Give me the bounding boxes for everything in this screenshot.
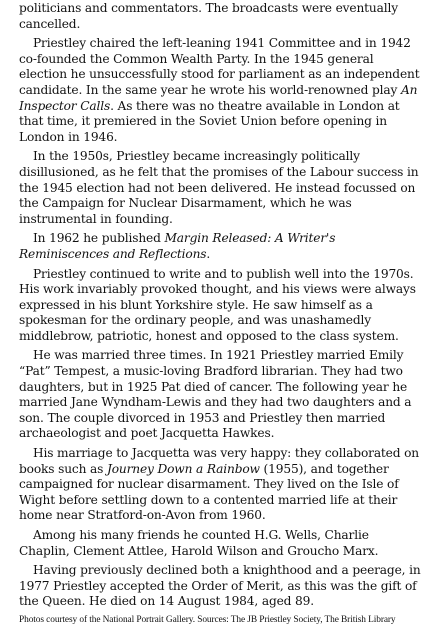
photo-sources-caption: Photos courtesy of the National Portrait Gallery. Sources: The JB Priestley Society, The British Library	[19, 614, 396, 625]
paragraph-yorkshire-style: Priestley continued to write and to publish well into the 1970s. His work invariably provoked thought, and his views were always expressed in his blunt Yorkshire style. He saw himself as a spokesman for the ordinary people, and was unashamedly middlebrow, patriotic, honest and opposed to the class system.	[19, 266, 416, 343]
paragraph-broadcasts-cancelled: politicians and commentators. The broadcasts were eventually cancelled.	[19, 1, 398, 31]
paragraph-jacquetta: His marriage to Jacquetta was very happy: they collaborated on books such as Journey Down a Rainbow (1955), and together campaigned for nuclear disarmament. They lived on the Isle of Wight before settling down to a contented married life at their home near Stratford-on-Avon from 1960.	[19, 446, 420, 523]
paragraph-margin-released: In 1962 he published Margin Released: A Writer's Reminiscences and Reflections.	[19, 231, 336, 261]
document-page	[0, 1, 429, 625]
paragraph-order-of-merit: Having previously declined both a knighthood and a peerage, in 1977 Priestley accepted the Order of Merit, as this was the gift of the Queen. He died on 14 August 1984, aged 89.	[19, 563, 421, 609]
paragraph-marriages: He was married three times. In 1921 Priestley married Emily “Pat” Tempest, a music-loving Bradford librarian. They had two daughters, but in 1925 Pat died of cancer. The following year he married Jane Wyndham-Lewis and they had two daughters and a son. The couple divorced in 1953 and Priestley then married archaeologist and poet Jacquetta Hawkes.	[19, 348, 412, 441]
paragraph-nuclear-disarmament: In the 1950s, Priestley became increasingly politically disillusioned, as he felt that the promises of the Labour success in the 1945 election had not been delivered. He instead focussed on the Campaign for Nuclear Disarmament, which he was instrumental in founding.	[19, 149, 419, 226]
play-title-inspector-calls: An Inspector Calls	[19, 82, 418, 113]
paragraph-friends: Among his many friends he counted H.G. Wells, Charlie Chaplin, Clement Attlee, Harold Wilson and Groucho Marx.	[19, 528, 379, 558]
book-title-journey-down-a-rainbow: Journey Down a Rainbow	[106, 461, 260, 476]
book-title-margin-released: Margin Released: A Writer's Reminiscences and Reflections	[19, 231, 336, 261]
paragraph-common-wealth-party: Priestley chaired the left-leaning 1941 Committee and in 1942 co-founded the Common Wealth Party. In the 1945 general election he unsuccessfully stood for parliament as an independent candidate. In the same year he wrote his world-renowned play An Inspector Calls. As there was no theatre available in London at that time, it premiered in the Soviet Union before opening in London in 1946.	[19, 36, 420, 144]
